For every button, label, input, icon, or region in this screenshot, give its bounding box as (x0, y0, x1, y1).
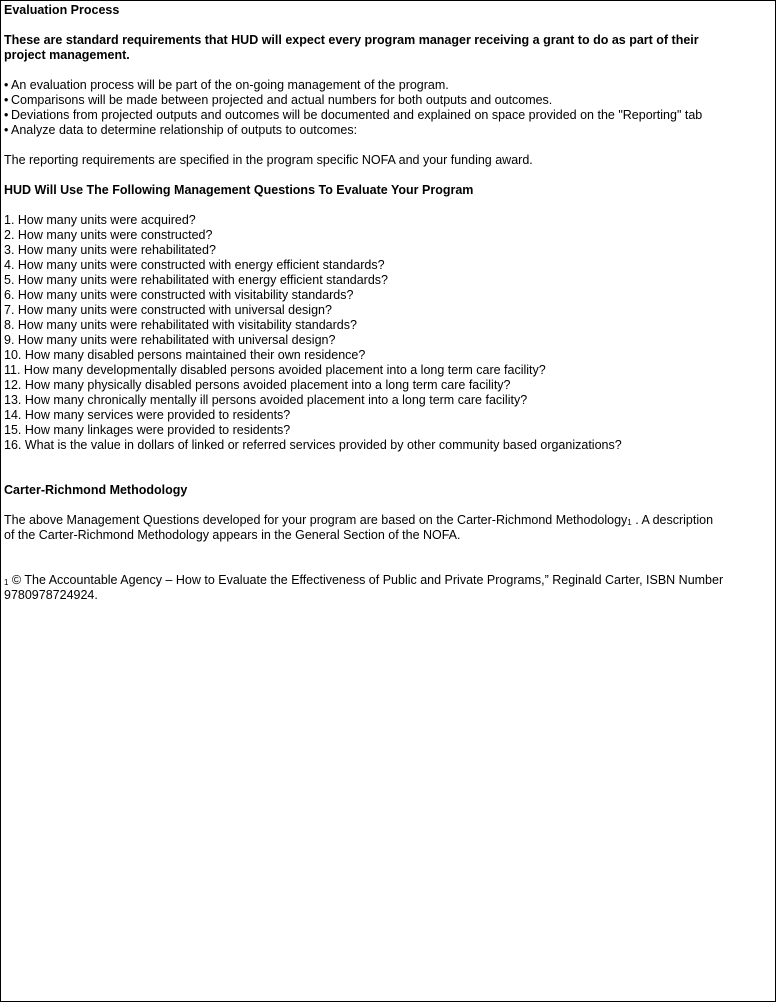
spacer (4, 198, 773, 213)
spacer (4, 138, 773, 153)
question-item: 7. How many units were constructed with universal design? (4, 303, 332, 317)
intro-line-2: project management. (4, 48, 130, 62)
bullet-glyph: • (4, 123, 9, 137)
question-item: 11. How many developmentally disabled persons avoided placement into a long term care facility? (4, 363, 546, 377)
spacer (4, 63, 773, 78)
list-item (4, 123, 773, 138)
list-item (4, 78, 773, 93)
methodology-line-1 (4, 513, 773, 528)
intro-line-1: These are standard requirements that HUD will expect every program manager receiving a grant to do as part of their (4, 33, 699, 47)
spacer (4, 168, 773, 183)
spacer (4, 18, 773, 33)
list-item-text: Comparisons will be made between projected and actual numbers for both outputs and outcomes. (11, 93, 553, 107)
intro-paragraph (4, 33, 773, 63)
spacer (4, 453, 773, 483)
reporting-note: The reporting requirements are specified in the program specific NOFA and your funding award. (4, 153, 533, 167)
footnote-line-2: 9780978724924. (4, 588, 98, 602)
section-title: Evaluation Process (4, 3, 120, 17)
methodology-heading: Carter-Richmond Methodology (4, 483, 188, 497)
question-item: 3. How many units were rehabilitated? (4, 243, 216, 257)
footnote (4, 573, 773, 603)
question-item: 15. How many linkages were provided to residents? (4, 423, 291, 437)
question-item: 10. How many disabled persons maintained their own residence? (4, 348, 366, 362)
list-item-text: An evaluation process will be part of the on-going management of the program. (11, 78, 449, 92)
question-item: 12. How many physically disabled persons avoided placement into a long term care facility? (4, 378, 511, 392)
question-item: 6. How many units were constructed with visitability standards? (4, 288, 354, 302)
question-item: 13. How many chronically mentally ill persons avoided placement into a long term care facility? (4, 393, 528, 407)
question-item: 16. What is the value in dollars of linked or referred services provided by other community based organizations? (4, 438, 622, 452)
list-item-text: Analyze data to determine relationship of outputs to outcomes: (11, 123, 358, 137)
questions-heading: HUD Will Use The Following Management Questions To Evaluate Your Program (4, 183, 474, 197)
footnote-line-1 (4, 573, 773, 588)
question-item: 14. How many services were provided to residents? (4, 408, 291, 422)
question-item: 8. How many units were rehabilitated with visitability standards? (4, 318, 357, 332)
methodology-paragraph (4, 513, 773, 543)
list-item (4, 93, 773, 108)
bullet-glyph: • (4, 93, 9, 107)
methodology-text-tail: . A description (631, 513, 714, 527)
spacer (4, 543, 773, 573)
footnote-text: © The Accountable Agency – How to Evaluate the Effectiveness of Public and Private Programs,” Reginald Carter, ISBN Number (8, 573, 724, 587)
methodology-text: The above Management Questions developed for your program are based on the Carter-Richmond Methodology (4, 513, 628, 527)
question-item: 4. How many units were constructed with energy efficient standards? (4, 258, 385, 272)
bullet-glyph: • (4, 78, 9, 92)
list-item-text: Deviations from projected outputs and outcomes will be documented and explained on space provided on the "Reporting" tab (11, 108, 703, 122)
question-item: 1. How many units were acquired? (4, 213, 196, 227)
management-questions-list (4, 213, 773, 453)
list-item (4, 108, 773, 123)
question-item: 2. How many units were constructed? (4, 228, 213, 242)
requirements-list (4, 78, 773, 138)
spacer (4, 498, 773, 513)
footnote-reference: 1 (627, 518, 632, 527)
question-item: 5. How many units were rehabilitated with energy efficient standards? (4, 273, 389, 287)
bullet-glyph: • (4, 108, 9, 122)
question-item: 9. How many units were rehabilitated with universal design? (4, 333, 336, 347)
footnote-marker: 1 (4, 578, 9, 587)
methodology-line-2: of the Carter-Richmond Methodology appears in the General Section of the NOFA. (4, 528, 461, 542)
